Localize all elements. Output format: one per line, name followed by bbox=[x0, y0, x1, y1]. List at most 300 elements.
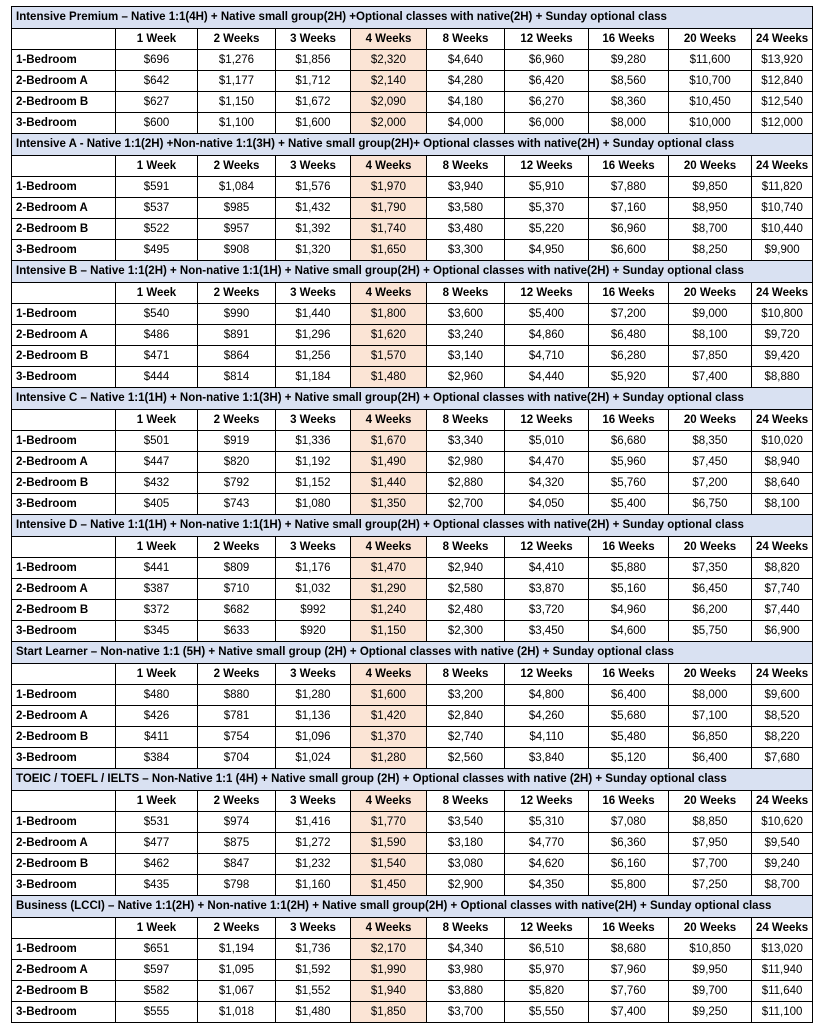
price-cell: $4,950 bbox=[505, 240, 589, 261]
column-header: 12 Weeks bbox=[505, 410, 589, 431]
price-cell: $2,740 bbox=[427, 727, 505, 748]
price-cell: $7,160 bbox=[589, 198, 669, 219]
price-cell: $957 bbox=[198, 219, 276, 240]
table-row bbox=[12, 240, 813, 261]
price-cell: $1,350 bbox=[351, 494, 427, 515]
column-header: 2 Weeks bbox=[198, 156, 276, 177]
section-title: Intensive A - Native 1:1(2H) +Non-native 1:1(3H) + Native small group(2H)+ Optional classes with native(2H) + Sunday optional class bbox=[12, 134, 813, 156]
price-cell: $1,018 bbox=[198, 1002, 276, 1023]
table-row bbox=[12, 50, 813, 71]
price-cell: $6,960 bbox=[505, 50, 589, 71]
price-cell: $5,920 bbox=[589, 367, 669, 388]
price-cell: $7,950 bbox=[669, 833, 752, 854]
column-header: 2 Weeks bbox=[198, 918, 276, 939]
column-header: 8 Weeks bbox=[427, 410, 505, 431]
price-cell: $1,280 bbox=[276, 685, 351, 706]
room-type-label: 3-Bedroom bbox=[12, 1002, 116, 1023]
price-cell: $8,700 bbox=[669, 219, 752, 240]
section-title: Intensive C – Native 1:1(1H) + Non-native 1:1(3H) + Native small group(2H) + Optional classes with native(2H) + Sunday optional class bbox=[12, 388, 813, 410]
price-cell: $992 bbox=[276, 600, 351, 621]
column-header: 4 Weeks bbox=[351, 791, 427, 812]
price-cell: $4,000 bbox=[427, 113, 505, 134]
column-header: 1 Week bbox=[116, 537, 198, 558]
column-header: 16 Weeks bbox=[589, 410, 669, 431]
price-cell: $7,200 bbox=[589, 304, 669, 325]
price-cell: $633 bbox=[198, 621, 276, 642]
price-cell: $1,970 bbox=[351, 177, 427, 198]
table-row bbox=[12, 219, 813, 240]
price-cell: $6,900 bbox=[752, 621, 813, 642]
price-cell: $12,000 bbox=[752, 113, 813, 134]
price-cell: $6,200 bbox=[669, 600, 752, 621]
price-cell: $4,050 bbox=[505, 494, 589, 515]
price-cell: $3,700 bbox=[427, 1002, 505, 1023]
price-cell: $1,256 bbox=[276, 346, 351, 367]
price-cell: $6,600 bbox=[589, 240, 669, 261]
room-type-label: 1-Bedroom bbox=[12, 431, 116, 452]
price-cell: $372 bbox=[116, 600, 198, 621]
price-cell: $10,850 bbox=[669, 939, 752, 960]
column-header: 1 Week bbox=[116, 410, 198, 431]
column-header-row bbox=[12, 283, 813, 304]
price-cell: $627 bbox=[116, 92, 198, 113]
room-type-label: 2-Bedroom B bbox=[12, 92, 116, 113]
column-header: 1 Week bbox=[116, 791, 198, 812]
price-cell: $531 bbox=[116, 812, 198, 833]
price-cell: $2,140 bbox=[351, 71, 427, 92]
price-cell: $1,232 bbox=[276, 854, 351, 875]
price-cell: $1,336 bbox=[276, 431, 351, 452]
column-header: 12 Weeks bbox=[505, 283, 589, 304]
column-header: 4 Weeks bbox=[351, 537, 427, 558]
column-header: 3 Weeks bbox=[276, 791, 351, 812]
price-cell: $480 bbox=[116, 685, 198, 706]
column-header-row bbox=[12, 791, 813, 812]
price-cell: $13,020 bbox=[752, 939, 813, 960]
price-cell: $1,084 bbox=[198, 177, 276, 198]
section-title-row bbox=[12, 7, 813, 29]
header-blank-cell bbox=[12, 918, 116, 939]
price-cell: $4,440 bbox=[505, 367, 589, 388]
price-cell: $2,980 bbox=[427, 452, 505, 473]
column-header: 3 Weeks bbox=[276, 283, 351, 304]
price-cell: $682 bbox=[198, 600, 276, 621]
price-cell: $1,296 bbox=[276, 325, 351, 346]
column-header: 2 Weeks bbox=[198, 29, 276, 50]
price-cell: $7,960 bbox=[589, 960, 669, 981]
price-cell: $9,720 bbox=[752, 325, 813, 346]
column-header: 3 Weeks bbox=[276, 29, 351, 50]
price-cell: $1,240 bbox=[351, 600, 427, 621]
price-cell: $920 bbox=[276, 621, 351, 642]
column-header: 16 Weeks bbox=[589, 664, 669, 685]
price-cell: $4,320 bbox=[505, 473, 589, 494]
price-cell: $710 bbox=[198, 579, 276, 600]
column-header: 8 Weeks bbox=[427, 537, 505, 558]
price-cell: $3,240 bbox=[427, 325, 505, 346]
price-cell: $6,510 bbox=[505, 939, 589, 960]
table-row bbox=[12, 473, 813, 494]
column-header: 4 Weeks bbox=[351, 664, 427, 685]
column-header: 8 Weeks bbox=[427, 791, 505, 812]
price-cell: $435 bbox=[116, 875, 198, 896]
price-cell: $1,592 bbox=[276, 960, 351, 981]
price-cell: $4,620 bbox=[505, 854, 589, 875]
column-header: 3 Weeks bbox=[276, 410, 351, 431]
price-cell: $1,672 bbox=[276, 92, 351, 113]
column-header: 16 Weeks bbox=[589, 29, 669, 50]
column-header: 24 Weeks bbox=[752, 29, 813, 50]
price-cell: $8,100 bbox=[669, 325, 752, 346]
table-row bbox=[12, 113, 813, 134]
column-header: 1 Week bbox=[116, 664, 198, 685]
column-header: 3 Weeks bbox=[276, 156, 351, 177]
price-cell: $798 bbox=[198, 875, 276, 896]
price-cell: $6,000 bbox=[505, 113, 589, 134]
price-cell: $11,100 bbox=[752, 1002, 813, 1023]
price-cell: $1,940 bbox=[351, 981, 427, 1002]
price-cell: $9,420 bbox=[752, 346, 813, 367]
column-header: 3 Weeks bbox=[276, 664, 351, 685]
column-header: 20 Weeks bbox=[669, 918, 752, 939]
price-cell: $3,840 bbox=[505, 748, 589, 769]
price-cell: $9,240 bbox=[752, 854, 813, 875]
column-header-row bbox=[12, 918, 813, 939]
price-cell: $2,700 bbox=[427, 494, 505, 515]
price-cell: $1,590 bbox=[351, 833, 427, 854]
column-header: 16 Weeks bbox=[589, 283, 669, 304]
table-row bbox=[12, 71, 813, 92]
price-cell: $6,400 bbox=[589, 685, 669, 706]
price-cell: $5,160 bbox=[589, 579, 669, 600]
price-cell: $6,750 bbox=[669, 494, 752, 515]
section-title-row bbox=[12, 896, 813, 918]
price-cell: $5,010 bbox=[505, 431, 589, 452]
price-cell: $5,400 bbox=[589, 494, 669, 515]
price-cell: $1,600 bbox=[276, 113, 351, 134]
price-cell: $1,570 bbox=[351, 346, 427, 367]
price-cell: $1,276 bbox=[198, 50, 276, 71]
price-cell: $985 bbox=[198, 198, 276, 219]
price-cell: $1,600 bbox=[351, 685, 427, 706]
price-cell: $3,880 bbox=[427, 981, 505, 1002]
price-cell: $4,110 bbox=[505, 727, 589, 748]
price-cell: $7,700 bbox=[669, 854, 752, 875]
price-cell: $1,100 bbox=[198, 113, 276, 134]
column-header-row bbox=[12, 664, 813, 685]
price-cell: $432 bbox=[116, 473, 198, 494]
room-type-label: 1-Bedroom bbox=[12, 304, 116, 325]
price-cell: $990 bbox=[198, 304, 276, 325]
room-type-label: 2-Bedroom A bbox=[12, 452, 116, 473]
room-type-label: 1-Bedroom bbox=[12, 685, 116, 706]
price-cell: $444 bbox=[116, 367, 198, 388]
room-type-label: 2-Bedroom B bbox=[12, 727, 116, 748]
price-cell: $2,840 bbox=[427, 706, 505, 727]
price-cell: $5,970 bbox=[505, 960, 589, 981]
price-cell: $880 bbox=[198, 685, 276, 706]
price-cell: $8,820 bbox=[752, 558, 813, 579]
price-cell: $4,180 bbox=[427, 92, 505, 113]
column-header-row bbox=[12, 410, 813, 431]
price-cell: $10,440 bbox=[752, 219, 813, 240]
price-cell: $5,960 bbox=[589, 452, 669, 473]
price-cell: $1,320 bbox=[276, 240, 351, 261]
price-cell: $3,450 bbox=[505, 621, 589, 642]
price-cell: $1,096 bbox=[276, 727, 351, 748]
price-cell: $2,580 bbox=[427, 579, 505, 600]
price-cell: $1,650 bbox=[351, 240, 427, 261]
price-cell: $8,560 bbox=[589, 71, 669, 92]
table-row bbox=[12, 431, 813, 452]
price-cell: $5,760 bbox=[589, 473, 669, 494]
column-header: 12 Weeks bbox=[505, 537, 589, 558]
table-row bbox=[12, 812, 813, 833]
section-title-row bbox=[12, 134, 813, 156]
column-header: 1 Week bbox=[116, 283, 198, 304]
price-cell: $1,740 bbox=[351, 219, 427, 240]
price-cell: $5,370 bbox=[505, 198, 589, 219]
price-cell: $809 bbox=[198, 558, 276, 579]
table-row bbox=[12, 325, 813, 346]
price-cell: $3,180 bbox=[427, 833, 505, 854]
price-cell: $4,960 bbox=[589, 600, 669, 621]
price-cell: $1,490 bbox=[351, 452, 427, 473]
column-header: 12 Weeks bbox=[505, 156, 589, 177]
price-cell: $3,720 bbox=[505, 600, 589, 621]
price-cell: $5,550 bbox=[505, 1002, 589, 1023]
section-title: Business (LCCI) – Native 1:1(2H) + Non-native 1:1(2H) + Native small group(2H) + Optional classes with native(2H) + Sunday optional class bbox=[12, 896, 813, 918]
price-cell: $1,095 bbox=[198, 960, 276, 981]
column-header: 2 Weeks bbox=[198, 537, 276, 558]
price-cell: $6,270 bbox=[505, 92, 589, 113]
price-cell: $7,880 bbox=[589, 177, 669, 198]
price-table bbox=[11, 6, 813, 1023]
column-header: 4 Weeks bbox=[351, 283, 427, 304]
section-title-row bbox=[12, 515, 813, 537]
price-cell: $10,800 bbox=[752, 304, 813, 325]
price-cell: $3,140 bbox=[427, 346, 505, 367]
room-type-label: 1-Bedroom bbox=[12, 558, 116, 579]
price-cell: $974 bbox=[198, 812, 276, 833]
room-type-label: 3-Bedroom bbox=[12, 494, 116, 515]
price-cell: $1,272 bbox=[276, 833, 351, 854]
price-cell: $8,520 bbox=[752, 706, 813, 727]
table-row bbox=[12, 939, 813, 960]
price-cell: $1,790 bbox=[351, 198, 427, 219]
column-header: 24 Weeks bbox=[752, 791, 813, 812]
price-cell: $5,480 bbox=[589, 727, 669, 748]
table-row bbox=[12, 579, 813, 600]
table-row bbox=[12, 685, 813, 706]
price-cell: $1,620 bbox=[351, 325, 427, 346]
price-cell: $1,392 bbox=[276, 219, 351, 240]
price-cell: $891 bbox=[198, 325, 276, 346]
price-cell: $600 bbox=[116, 113, 198, 134]
table-row bbox=[12, 727, 813, 748]
price-cell: $6,160 bbox=[589, 854, 669, 875]
price-cell: $7,850 bbox=[669, 346, 752, 367]
price-cell: $8,950 bbox=[669, 198, 752, 219]
price-cell: $9,900 bbox=[752, 240, 813, 261]
section-title: Intensive Premium – Native 1:1(4H) + Native small group(2H) +Optional classes with native(2H) + Sunday optional class bbox=[12, 7, 813, 29]
price-cell: $4,640 bbox=[427, 50, 505, 71]
price-cell: $11,640 bbox=[752, 981, 813, 1002]
room-type-label: 2-Bedroom A bbox=[12, 579, 116, 600]
price-cell: $4,410 bbox=[505, 558, 589, 579]
price-cell: $8,350 bbox=[669, 431, 752, 452]
table-row bbox=[12, 452, 813, 473]
room-type-label: 3-Bedroom bbox=[12, 621, 116, 642]
price-cell: $1,067 bbox=[198, 981, 276, 1002]
column-header: 3 Weeks bbox=[276, 537, 351, 558]
price-cell: $792 bbox=[198, 473, 276, 494]
price-cell: $1,080 bbox=[276, 494, 351, 515]
price-cell: $1,024 bbox=[276, 748, 351, 769]
price-cell: $1,184 bbox=[276, 367, 351, 388]
column-header: 1 Week bbox=[116, 918, 198, 939]
price-cell: $3,340 bbox=[427, 431, 505, 452]
header-blank-cell bbox=[12, 410, 116, 431]
price-cell: $8,880 bbox=[752, 367, 813, 388]
column-header: 4 Weeks bbox=[351, 410, 427, 431]
price-cell: $2,900 bbox=[427, 875, 505, 896]
price-cell: $1,370 bbox=[351, 727, 427, 748]
price-cell: $696 bbox=[116, 50, 198, 71]
price-cell: $447 bbox=[116, 452, 198, 473]
table-row bbox=[12, 1002, 813, 1023]
price-cell: $1,160 bbox=[276, 875, 351, 896]
price-cell: $7,400 bbox=[669, 367, 752, 388]
price-cell: $384 bbox=[116, 748, 198, 769]
price-cell: $1,540 bbox=[351, 854, 427, 875]
column-header: 2 Weeks bbox=[198, 410, 276, 431]
column-header: 2 Weeks bbox=[198, 283, 276, 304]
price-cell: $405 bbox=[116, 494, 198, 515]
room-type-label: 3-Bedroom bbox=[12, 240, 116, 261]
price-cell: $8,680 bbox=[589, 939, 669, 960]
column-header: 8 Weeks bbox=[427, 29, 505, 50]
price-cell: $5,880 bbox=[589, 558, 669, 579]
price-cell: $5,310 bbox=[505, 812, 589, 833]
price-cell: $8,360 bbox=[589, 92, 669, 113]
price-cell: $4,600 bbox=[589, 621, 669, 642]
column-header: 12 Weeks bbox=[505, 791, 589, 812]
column-header: 20 Weeks bbox=[669, 283, 752, 304]
price-cell: $1,150 bbox=[198, 92, 276, 113]
price-cell: $3,940 bbox=[427, 177, 505, 198]
column-header: 20 Weeks bbox=[669, 791, 752, 812]
price-cell: $2,090 bbox=[351, 92, 427, 113]
price-cell: $1,420 bbox=[351, 706, 427, 727]
price-cell: $1,736 bbox=[276, 939, 351, 960]
table-row bbox=[12, 854, 813, 875]
price-cell: $754 bbox=[198, 727, 276, 748]
column-header: 20 Weeks bbox=[669, 664, 752, 685]
price-cell: $1,136 bbox=[276, 706, 351, 727]
section-title-row bbox=[12, 769, 813, 791]
room-type-label: 2-Bedroom B bbox=[12, 346, 116, 367]
price-cell: $1,712 bbox=[276, 71, 351, 92]
room-type-label: 1-Bedroom bbox=[12, 939, 116, 960]
price-cell: $7,760 bbox=[589, 981, 669, 1002]
column-header: 8 Weeks bbox=[427, 283, 505, 304]
column-header: 24 Weeks bbox=[752, 283, 813, 304]
price-cell: $9,850 bbox=[669, 177, 752, 198]
section-title: TOEIC / TOEFL / IELTS – Non-Native 1:1 (4H) + Native small group (2H) + Optional classes with native (2H) + Sunday optional class bbox=[12, 769, 813, 791]
table-row bbox=[12, 981, 813, 1002]
price-cell: $5,820 bbox=[505, 981, 589, 1002]
price-cell: $540 bbox=[116, 304, 198, 325]
section-title: Start Learner – Non-native 1:1 (5H) + Native small group (2H) + Optional classes with native (2H) + Sunday optional class bbox=[12, 642, 813, 664]
section-title: Intensive D – Native 1:1(1H) + Non-native 1:1(1H) + Native small group(2H) + Optional classes with native(2H) + Sunday optional class bbox=[12, 515, 813, 537]
column-header: 4 Weeks bbox=[351, 918, 427, 939]
price-cell: $345 bbox=[116, 621, 198, 642]
column-header: 8 Weeks bbox=[427, 918, 505, 939]
price-cell: $9,000 bbox=[669, 304, 752, 325]
price-cell: $495 bbox=[116, 240, 198, 261]
price-cell: $6,420 bbox=[505, 71, 589, 92]
price-cell: $4,710 bbox=[505, 346, 589, 367]
column-header: 16 Weeks bbox=[589, 537, 669, 558]
price-cell: $9,250 bbox=[669, 1002, 752, 1023]
price-cell: $2,300 bbox=[427, 621, 505, 642]
room-type-label: 2-Bedroom A bbox=[12, 71, 116, 92]
price-cell: $7,400 bbox=[589, 1002, 669, 1023]
price-cell: $1,290 bbox=[351, 579, 427, 600]
price-cell: $501 bbox=[116, 431, 198, 452]
table-row bbox=[12, 494, 813, 515]
table-row bbox=[12, 304, 813, 325]
column-header: 20 Weeks bbox=[669, 537, 752, 558]
price-cell: $8,000 bbox=[669, 685, 752, 706]
price-cell: $1,800 bbox=[351, 304, 427, 325]
column-header: 1 Week bbox=[116, 156, 198, 177]
price-cell: $8,640 bbox=[752, 473, 813, 494]
price-cell: $5,220 bbox=[505, 219, 589, 240]
price-cell: $477 bbox=[116, 833, 198, 854]
price-cell: $441 bbox=[116, 558, 198, 579]
price-cell: $5,750 bbox=[669, 621, 752, 642]
room-type-label: 2-Bedroom B bbox=[12, 219, 116, 240]
table-row bbox=[12, 558, 813, 579]
room-type-label: 2-Bedroom A bbox=[12, 960, 116, 981]
price-cell: $6,450 bbox=[669, 579, 752, 600]
column-header: 24 Weeks bbox=[752, 918, 813, 939]
column-header: 4 Weeks bbox=[351, 29, 427, 50]
price-cell: $597 bbox=[116, 960, 198, 981]
price-cell: $4,260 bbox=[505, 706, 589, 727]
room-type-label: 1-Bedroom bbox=[12, 812, 116, 833]
price-table-container bbox=[11, 6, 812, 1023]
table-row bbox=[12, 748, 813, 769]
table-row bbox=[12, 198, 813, 219]
price-cell: $4,280 bbox=[427, 71, 505, 92]
price-cell: $1,152 bbox=[276, 473, 351, 494]
price-cell: $10,020 bbox=[752, 431, 813, 452]
section-title-row bbox=[12, 642, 813, 664]
price-cell: $6,480 bbox=[589, 325, 669, 346]
price-cell: $8,220 bbox=[752, 727, 813, 748]
room-type-label: 2-Bedroom B bbox=[12, 600, 116, 621]
price-cell: $3,870 bbox=[505, 579, 589, 600]
price-cell: $7,250 bbox=[669, 875, 752, 896]
price-cell: $8,100 bbox=[752, 494, 813, 515]
price-cell: $2,880 bbox=[427, 473, 505, 494]
price-cell: $9,280 bbox=[589, 50, 669, 71]
price-cell: $847 bbox=[198, 854, 276, 875]
table-row bbox=[12, 367, 813, 388]
